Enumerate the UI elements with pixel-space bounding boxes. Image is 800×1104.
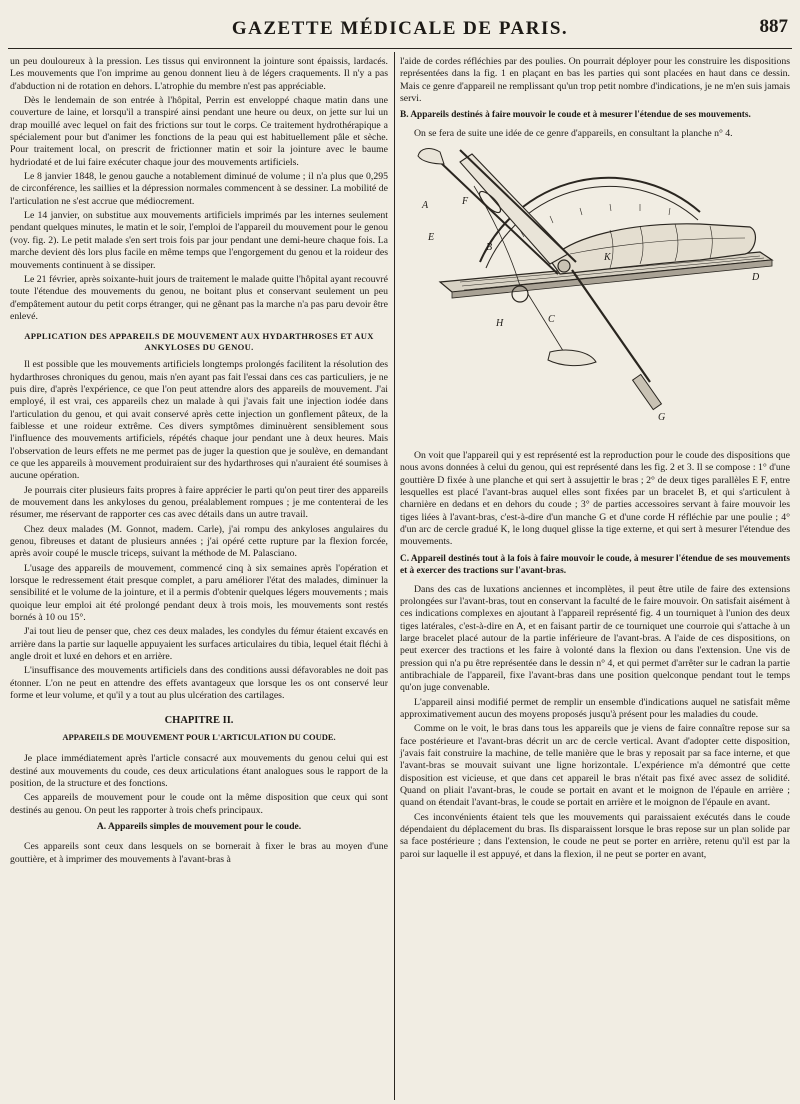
paragraph: Dès le lendemain de son entrée à l'hôpital, Perrin est enveloppé chaque matin dans une couverture de laine, et lorsqu'il a transpiré ainsi pendant une heure ou deux, on jette sur lui un drap mouillé avec lequel on fait des frictions sur tout le corps. Ce traitement hydrothérapique a spécialement pour but d'animer les fonctions de la peau qui est habituellement pâle et sèche. Pour traitement local, on prescrit de frictionner matin et soir la jointure avec le baume hydriodaté et de lui faire exécuter chaque jour des mouvements artificiels. xyxy=(10,95,388,168)
section-heading: B. Appareils destinés à faire mouvoir le coude et à mesurer l'étendue de ses mouvements. xyxy=(400,110,751,121)
figure-label-k: K xyxy=(604,252,611,264)
figure-label-f: F xyxy=(462,196,469,208)
paragraph: Je place immédiatement après l'article consacré aux mouvements du genou celui qui est destiné aux mouvements du coude, ces deux articulations étant analogues sous le rapport de la position, de la structure et des fonctions. xyxy=(10,753,388,789)
paragraph: On se fera de suite une idée de ce genre d'appareils, en consultant la planche n° 4. xyxy=(414,127,733,139)
figure-label-h: H xyxy=(496,318,504,330)
page-number: 887 xyxy=(759,16,788,37)
elbow-apparatus-illustration xyxy=(400,142,790,442)
masthead xyxy=(8,14,792,49)
figure-label-g: G xyxy=(658,412,666,424)
paragraph: L'insuffisance des mouvements artificiels dans des conditions aussi défavorables ne doit pas étonner. L'on ne peut en attendre des effets avantageux que lorsque les os ont conservé leur forme et leur volume, et qu'il y a tout au plus ulcération des cartilages. xyxy=(10,665,388,702)
subsection-heading: A. Appareils simples de mouvement pour le coude. xyxy=(96,821,302,832)
paragraph: L'appareil ainsi modifié permet de remplir un ensemble d'indications auquel ne satisfait même approximativement aucun des moyens proposés jusqu'à présent pour les maladies du coude. xyxy=(400,696,790,720)
paragraph: Il est possible que les mouvements artificiels longtemps prolongés facilitent la résolution des hydarthroses chroniques du genou, mais n'en ayant pas fait l'essai dans ces cas particuliers, je ne puis dire, d'après l'expérience, ce que l'on peut attendre alors des appareils de mouvement. J'ai employé, il est vrai, ces appareils chez un malade à qui j'avais fait une injection iodée dans l'articulation du genou, et qui avait conservé après cette injection un gonflement pâteux, de la faiblesse et une roideur extrême. Ces divers symptômes diminuèrent sensiblement sous l'influence des mouvements artificiels, répétés chaque jour pendant une à deux heures. Mais l'observation de leurs effets ne me permet pas de juger la question que je soulève, en demandant ce que les appareils à mouvement produiraient sur des hydarthroses qui n'auraient été soumises à aucune opération. xyxy=(10,359,388,482)
paragraph: Ces inconvénients étaient tels que les mouvements qui paraissaient exécutés dans le coude dépendaient du déplacement du bras. Ils disparaissent lorsque le bras repose sur un plan solide par sa face postérieure ; dans l'extension, le coude ne peut se porter en arrière, retenu qu'il est par la paroi sur laquelle il est appuyé, et dans la flexion, il ne peut se porter en avant, xyxy=(400,811,790,860)
apparatus-drawing xyxy=(400,142,790,442)
publication-title: GAZETTE MÉDICALE DE PARIS. xyxy=(231,18,569,39)
paragraph: l'aide de cordes réfléchies par des poulies. On pourrait déployer pour les construire les dispositions représentées dans la fig. 1 en plaçant en bas les parties qui sont placées en haut dans ce dessin. Mais ce genre d'appareil ne remplissant qu'un trop petit nombre d'indications, je ne m'en suis jamais servi. xyxy=(400,56,790,105)
paragraph: J'ai tout lieu de penser que, chez ces deux malades, les condyles du fémur étaient excavés en arrière dans la partie sur laquelle appuyaient les surfaces articulaires du tibia, lequel était fléchi à angle droit et luxé en dehors et en arrière. xyxy=(10,626,388,663)
section-heading: APPLICATION DES APPAREILS DE MOUVEMENT AUX HYDARTHROSES ET AUX ANKYLOSES DU GENOU. xyxy=(24,331,374,353)
figure-label-b: B xyxy=(486,242,493,254)
paragraph: Je pourrais citer plusieurs faits propres à faire apprécier le parti qu'on peut tirer des appareils de mouvement dans les ankyloses du genou, préalablement rompues ; je me contenterai de les résumer, me réservant de rapporter ces cas avec détails dans un autre travail. xyxy=(10,484,388,521)
paragraph: un peu douloureux à la pression. Les tissus qui environnent la jointure sont épaissis, lardacés. Les mouvements que l'on imprime au genou donnent lieu à de légers craquements. Il n'y a pas d'abduction ni de rotation en dehors. L'atrophie du membre n'est pas appréciable. xyxy=(10,56,388,92)
paragraph: L'usage des appareils de mouvement, commencé cinq à six semaines après l'opération et lorsque le redressement était presque complet, a paru améliorer l'état des malades, diminuer la sensibilité et le volume de la jointure, et il a permis d'obtenir quelques légers mouvements ; mais quoique leur emploi ait été prolongé pendant deux à trois mois, les mouvements sont restés bornés à 10 ou 15°. xyxy=(10,562,388,624)
paragraph: Ces appareils de mouvement pour le coude ont la même disposition que ceux qui sont destinés au genou. On peut les rapporter à trois chefs principaux. xyxy=(10,792,388,816)
paragraph: Le 8 janvier 1848, le genou gauche a notablement diminué de volume ; il n'a plus que 0,295 de circonférence, les saillies et la dépression normales commencent à se dessiner. La mobilité de l'articulation ne s'est accrue que médiocrement. xyxy=(10,171,388,207)
paragraph: Le 14 janvier, on substitue aux mouvements artificiels imprimés par les internes seulement pendant quelques minutes, le matin et le soir, l'emploi de l'appareil du mouvement pour le genou (voy. fig. 2). Le petit malade s'en sert trois fois par jour pendant une demi-heure chaque fois. La marche devient dès lors plus facile en même temps que l'engorgement du genou et la roideur des mouvements continuent à se dissiper. xyxy=(10,210,388,271)
right-column xyxy=(400,56,790,863)
paragraph: Chez deux malades (M. Gonnot, madem. Carle), j'ai rompu des ankyloses angulaires du genou, fibreuses et datant de plusieurs années ; j'ai opéré cette rupture par la flexion forcée, après avoir coupé le muscle triceps, suivant la méthode de M. Palasciano. xyxy=(10,523,388,560)
figure-label-e: E xyxy=(428,232,435,244)
paragraph: Dans des cas de luxations anciennes et incomplètes, il peut être utile de faire des extensions prolongées sur l'avant-bras, tout en conservant la faculté de le faire mouvoir. On satisfait aisément à ces indications complexes en ajoutant à l'appareil représenté fig. 4 un tourniquet à l'union des deux tiges latérales, c'est-à-dire en A, et en faisant partir de ce tourniquet une courroie qui s'attache à un large bracelet placé autour de la partie inférieure de l'avant-bras. A l'aide de ces dispositions, on peut exercer des tractions et les faire à volonté dans la flexion ou dans l'extension. Une vis de pression qui n'a pu être représentée dans le dessin n° 4, et qui permet d'arrêter sur le cadran la partie antibrachiale de l'appareil, fixe l'avant-bras dans une position quelconque pendant tout le temps qu'on juge convenable. xyxy=(400,583,790,694)
paragraph: Comme on le voit, le bras dans tous les appareils que je viens de faire connaître repose sur sa face postérieure et l'avant-bras décrit un arc de cercle vertical. Avant d'adopter cette disposition, j'avais fait construire la machine, de telle manière que le bras y reposait par sa face interne, et que l'avant-bras se mouvait suivant une ligne horizontale. L'expérience m'a démontré que cette disposition est vicieuse, et que dans cet appareil le bras n'était pas fixé avec assez de solidité. Quand on pliait l'avant-bras, le coude se portait en avant et le moignon de l'épaule en arrière ; quand on étendait l'avant-bras, le coude se portait en arrière et le moignon de l'épaule en avant. xyxy=(400,723,790,809)
paragraph: Le 21 février, après soixante-huit jours de traitement le malade quitte l'hôpital ayant recouvré toute l'étendue des mouvements du genou, ne boitant plus et conservant seulement un peu d'empâtement autour du petit corps étranger, qui ne gênant pas la marche n'a pas paru devoir être enlevé. xyxy=(10,273,388,322)
column-divider xyxy=(394,52,395,1100)
section-heading: C. Appareil destinés tout à la fois à faire mouvoir le coude, à mesurer l'étendue de ses mouvements et à exercer des tractions sur l'avant-bras. xyxy=(400,553,790,577)
figure-label-d: D xyxy=(752,272,760,284)
figure-label-a: A xyxy=(422,200,429,212)
chapter-title: CHAPITRE II. xyxy=(164,714,234,726)
paragraph: On voit que l'appareil qui y est représenté est la reproduction pour le coude des dispositions que nous avons données à celui du genou, qui est représenté dans les fig. 2 et 3. Il se compose : 1° d'une gouttière D fixée à une planche et qui sert à assujettir le bras ; 2° de deux tiges parallèles E F, entre lesquelles est placé l'avant-bras auquel elles sont fixées par un bracelet B, et qui s'articulent à charnière en dedans et en dehors du coude ; 3° de parties accessoires servant à faire mouvoir les tiges liées à l'avant-bras, c'est-à-dire d'un manche G et d'une corde H réfléchie par une poulie ; 4° d'un arc de cercle gradué K, le long duquel glisse la tige externe, et qui sert à mesurer l'étendue des mouvements. xyxy=(400,450,790,548)
figure-label-c: C xyxy=(548,314,555,326)
paragraph: Ces appareils sont ceux dans lesquels on se bornerait à fixer le bras au moyen d'une gouttière, et à imprimer des mouvements à l'avant-bras à xyxy=(10,841,388,865)
left-column xyxy=(10,56,388,868)
chapter-subtitle: APPAREILS DE MOUVEMENT POUR L'ARTICULATION DU COUDE. xyxy=(62,731,336,742)
